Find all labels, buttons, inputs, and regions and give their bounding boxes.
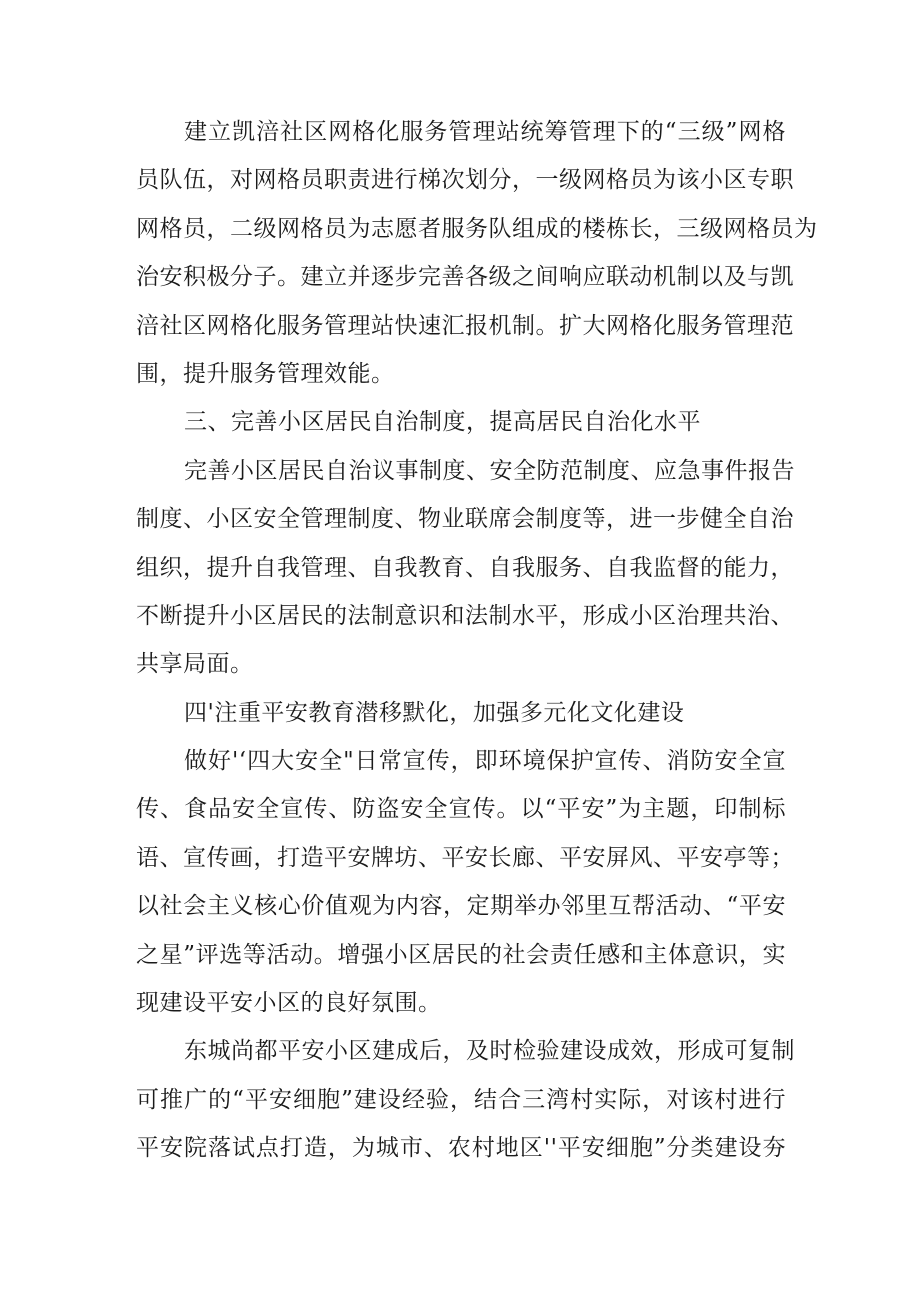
text-line: 语、宣传画，打造平安牌坊、平安长廊、平安屏风、平安亭等； bbox=[136, 844, 794, 871]
section-heading-three bbox=[136, 398, 786, 446]
text-line: 涪社区网格化服务管理站快速汇报机制。扩大网格化服务管理范 bbox=[136, 312, 794, 339]
text-line: 可推广的“平安细胞”建设经验，结合三湾村实际，对该村进行 bbox=[136, 1086, 786, 1113]
text-line: 以社会主义核心价值观为内容，定期举办邻里互帮活动、“平安 bbox=[136, 893, 786, 920]
text-line: 网格员，二级网格员为志愿者服务队组成的楼栋长，三级网格员为 bbox=[136, 215, 818, 242]
text-line: 平安院落试点打造，为城市、农村地区''平安细胞”分类建设夯 bbox=[136, 1135, 786, 1162]
heading-text: 三、完善小区居民自治制度，提高居民自治化水平 bbox=[184, 409, 701, 436]
text-line: 现建设平安小区的良好氛围。 bbox=[136, 990, 442, 1017]
text-line: 围，提升服务管理效能。 bbox=[136, 360, 395, 387]
text-line: 传、食品安全宣传、防盗安全宣传。以“平安”为主题，印制标 bbox=[136, 796, 786, 823]
paragraph-pilot-extension bbox=[136, 1027, 795, 1172]
document-body bbox=[136, 108, 818, 1173]
text-line: 东城尚都平安小区建成后，及时检验建设成效，形成可复制 bbox=[184, 1038, 795, 1065]
heading-text: 四'注重平安教育潜移默化，加强多元化文化建设 bbox=[184, 699, 685, 726]
paragraph-safety-publicity bbox=[136, 737, 794, 1027]
section-heading-four bbox=[136, 689, 786, 737]
text-line: 治安积极分子。建立并逐步完善各级之间响应联动机制以及与凯 bbox=[136, 264, 794, 291]
text-line: 组织，提升自我管理、自我教育、自我服务、自我监督的能力， bbox=[136, 554, 794, 581]
text-line: 不断提升小区居民的法制意识和法制水平，形成小区治理共治、 bbox=[136, 602, 794, 629]
text-line: 之星”评选等活动。增强小区居民的社会责任感和主体意识，实 bbox=[136, 941, 786, 968]
text-line: 建立凯涪社区网格化服务管理站统筹管理下的“三级”网格 bbox=[184, 119, 786, 145]
text-line: 制度、小区安全管理制度、物业联席会制度等，进一步健全自治 bbox=[136, 506, 794, 533]
text-line: 共享局面。 bbox=[136, 651, 254, 678]
text-line: 完善小区居民自治议事制度、安全防范制度、应急事件报告 bbox=[184, 457, 795, 484]
text-line: 做好'‘四大安全"日常宣传，即环境保护宣传、消防安全宣 bbox=[184, 748, 786, 775]
text-line: 员队伍，对网格员职责进行梯次划分，一级网格员为该小区专职 bbox=[136, 167, 794, 194]
paragraph-grid-team bbox=[136, 108, 818, 398]
paragraph-self-governance bbox=[136, 447, 795, 689]
